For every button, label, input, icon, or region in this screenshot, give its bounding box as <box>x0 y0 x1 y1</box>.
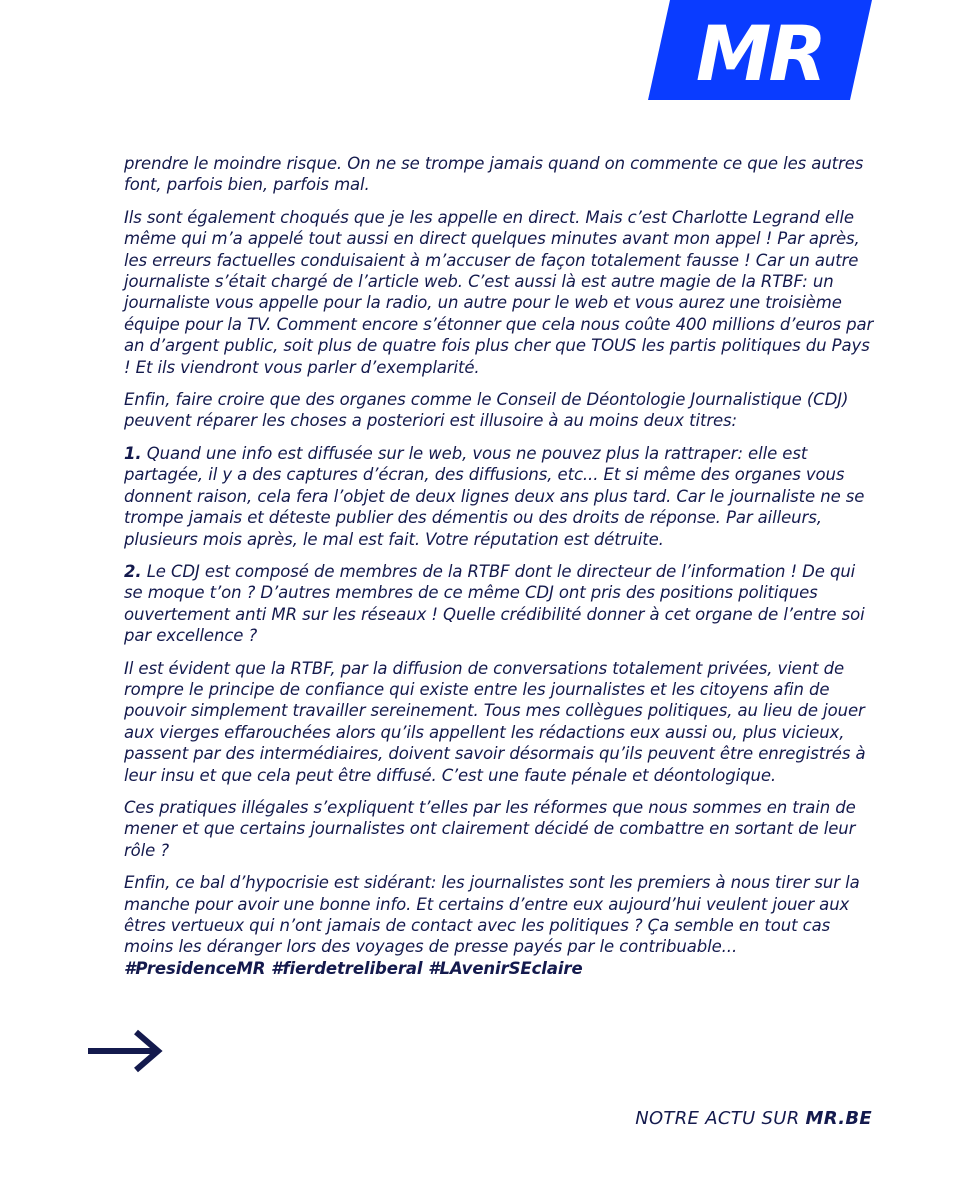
final-text: Enfin, ce bal d’hypocrisie est sidérant: les journalistes sont les premiers à nous tirer sur la manche pour avoir une bonne info. Et certains d’entre eux aujourd’hui veulent jouer aux êtres vertueux qui n’ont jamais de contact avec les politiques ? Ça semble en tout cas moins les déranger lors des voyages de presse payés par le contribuable... <box>124 873 860 957</box>
paragraph-hypocrisy <box>124 872 876 979</box>
footer-site: MR.BE <box>805 1108 872 1129</box>
mr-logo <box>648 0 872 100</box>
paragraph-reforms: Ces pratiques illégales s’expliquent t’elles par les réformes que nous sommes en train de mener et que certains journalistes ont clairement décidé de combattre en sortant de leur rôle ? <box>124 797 856 860</box>
paragraph-cdj-intro: Enfin, faire croire que des organes comme le Conseil de Déontologie Journalistique (CDJ) peuvent réparer les choses a posteriori est illusoire à au moins deux titres: <box>124 390 849 431</box>
article-body <box>124 153 876 990</box>
arrow-right-icon <box>88 1028 164 1074</box>
numbered-point-1 <box>124 443 876 550</box>
point-text: Quand une info est diffusée sur le web, vous ne pouvez plus la rattraper: elle est partagée, il y a des captures d’écran, des diffusions, etc... Et si même des organes vous donnent raison, cela fera l’objet de deux lignes deux ans plus tard. Car le journaliste ne se trompe jamais et déteste publier des démentis ou des droits de réponse. Par ailleurs, plusieurs mois après, le mal est fait. Votre réputation est détruite. <box>124 443 865 549</box>
point-text: Le CDJ est composé de membres de la RTBF dont le directeur de l’information ! De qui se moque t’on ? D’autres membres de ce même CDJ ont pris des positions politiques ouvertement anti MR sur les réseaux ! Quelle crédibilité donner à cet organe de l’entre soi par excellence ? <box>124 561 865 646</box>
paragraph-intro-end: prendre le moindre risque. On ne se trompe jamais quand on commente ce que les autres font, parfois bien, parfois mal. <box>124 154 864 195</box>
footer-prefix: NOTRE ACTU SUR <box>635 1108 806 1129</box>
paragraph-confidence: Il est évident que la RTBF, par la diffusion de conversations totalement privées, vient de rompre le principe de confiance qui existe entre les journalistes et les citoyens afin de pouvoir simplement travailler sereinement. Tous mes collègues politiques, au lieu de jouer aux vierges effarouchées alors qu’ils appellent les rédactions eux aussi ou, plus vicieux, passent par des intermédiaires, doivent savoir désormais qu’ils peuvent être enregistrés à leur insu et que cela peut être diffusé. C’est une faute pénale et déontologique. <box>124 658 866 785</box>
footer-link[interactable] <box>635 1108 872 1129</box>
hashtags: #PresidenceMR #fierdetreliberal #LAvenirSEclaire <box>124 958 583 978</box>
paragraph-direct-call: Ils sont également choqués que je les appelle en direct. Mais c’est Charlotte Legrand elle même qui m’a appelé tout aussi en direct quelques minutes avant mon appel ! Par après, les erreurs factuelles conduisaient à m’accuser de façon totalement fausse ! Car un autre journaliste s’était chargé de l’article web. C’est aussi là est autre magie de la RTBF: un journaliste vous appelle pour la radio, un autre pour le web et vous aurez une troisième équipe pour la TV. Comment encore s’étonner que cela nous coûte 400 millions d’euros par an d’argent public, soit plus de quatre fois plus cher que TOUS les partis politiques du Pays ! Et ils viendront vous parler d’exemplarité. <box>124 207 874 377</box>
numbered-point-2 <box>124 561 876 647</box>
point-number: 2. <box>124 561 142 581</box>
point-number: 1. <box>124 443 142 463</box>
logo-text: MR <box>695 9 825 98</box>
